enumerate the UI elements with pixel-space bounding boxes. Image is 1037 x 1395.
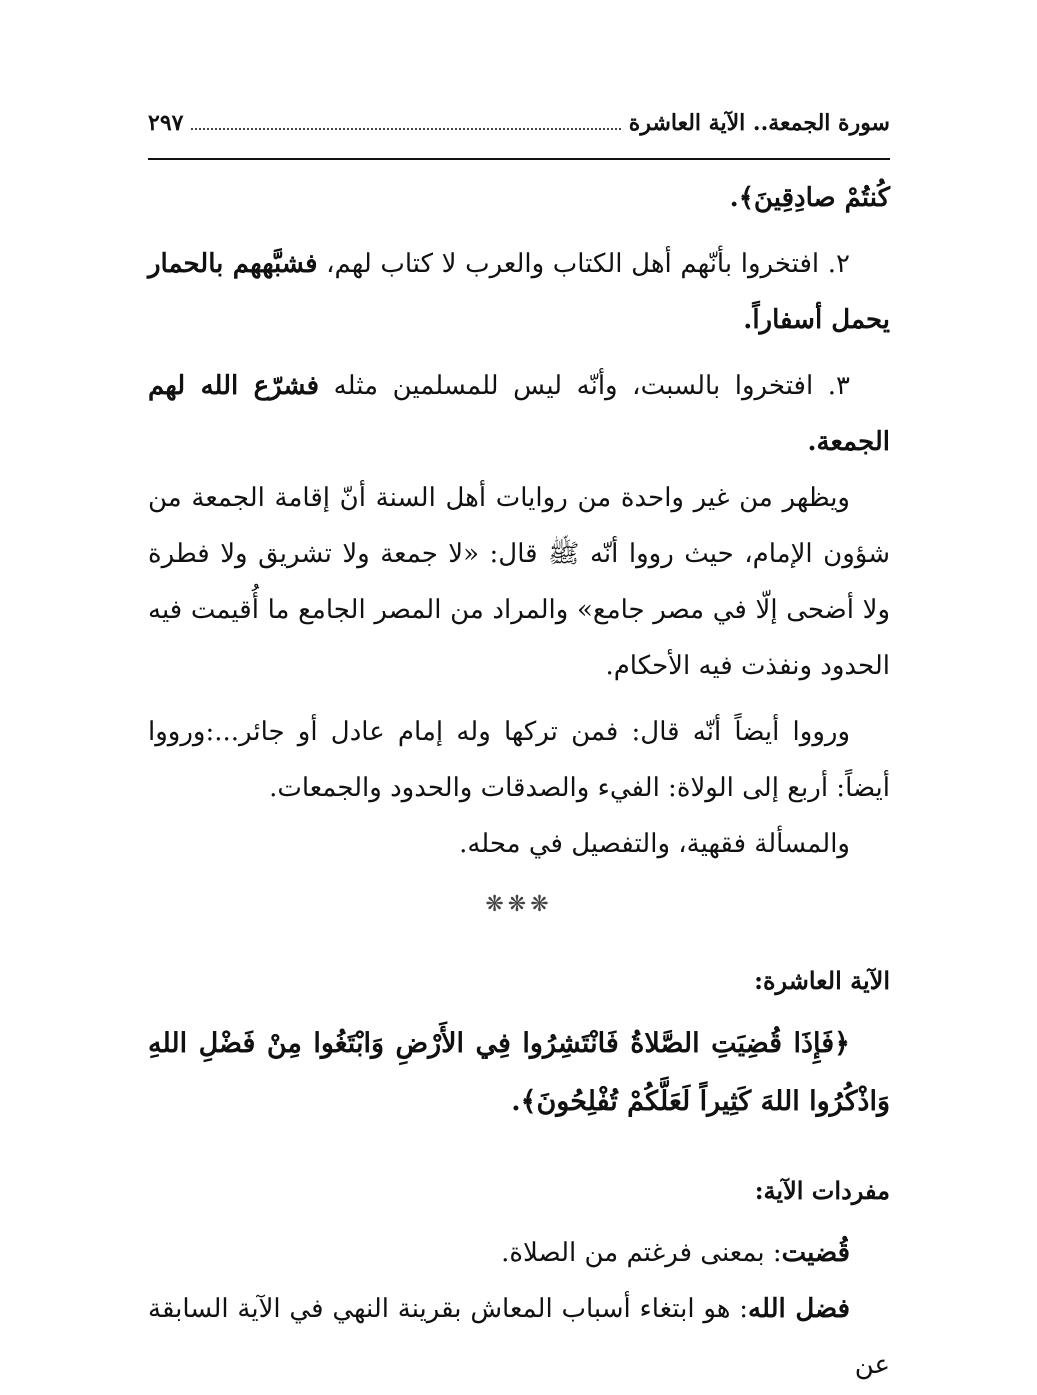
page-number: ٢٩٧ [148,110,184,136]
section-separator: ❋❋❋ [485,892,553,917]
point-3 [148,358,890,470]
vocab-item-2-def: : هو ابتغاء أسباب المعاش بقرينة النهي في الآية السابقة عن [148,1294,890,1380]
verse-ending-line: كُنتُمْ صادِقِينَ﴾. [729,183,890,213]
vocab-item-2-term: فضل الله [748,1294,850,1324]
verse-heading: الآية العاشرة: [754,966,890,995]
point-2-bold: فشبَّههم بالحمار يحمل أسفاراً. [148,249,890,335]
header-title: سورة الجمعة.. الآية العاشرة [628,110,890,136]
paragraph-3: والمسألة فقهية، والتفصيل في محله. [459,829,850,859]
vocab-item-1 [148,1225,890,1281]
header-dot-leader [191,114,620,130]
vocab-heading: مفردات الآية: [754,1176,890,1205]
vocab-item-1-def: : بمعنى فرغتم من الصلاة. [501,1238,782,1268]
point-3-text: ٣. افتخروا بالسبت، وأنّه ليس للمسلمين مثله [319,371,850,401]
point-2-text: ٢. افتخروا بأنّهم أهل الكتاب والعرب لا كتاب لهم، [317,249,850,279]
point-3-bold: فشرّع الله لهم الجمعة. [148,371,890,457]
verse-text: ﴿فَإِذَا قُضِيَتِ الصَّلاةُ فَانْتَشِرُوا فِي الأَرْضِ وَابْتَغُوا مِنْ فَضْلِ اللهِ وَاذْكُرُوا اللهَ كَثِيراً لَعَلَّكُمْ تُفْلِحُونَ﴾. [148,1028,890,1117]
point-2 [148,236,890,348]
page [148,110,890,1393]
paragraph-1: ويظهر من غير واحدة من روايات أهل السنة أنّ إقامة الجمعة من شؤون الإمام، حيث رووا أنّه ﷺ قال: «لا جمعة ولا تشريق ولا فطرة ولا أضحى إلّا في مصر جامع» والمراد من المصر الجامع ما أُقيمت فيه الحدود ونفذت فيه الأحكام. [148,483,890,681]
vocab-item-2 [148,1281,890,1393]
paragraph-2: ورووا أيضاً أنّه قال: فمن تركها وله إمام عادل أو جائر...:ورووا أيضاً: أربع إلى الولاة: الفيء والصدقات والحدود والجمعات. [148,717,890,803]
running-header [148,110,890,152]
vocab-item-1-term: قُضيت [781,1238,850,1268]
